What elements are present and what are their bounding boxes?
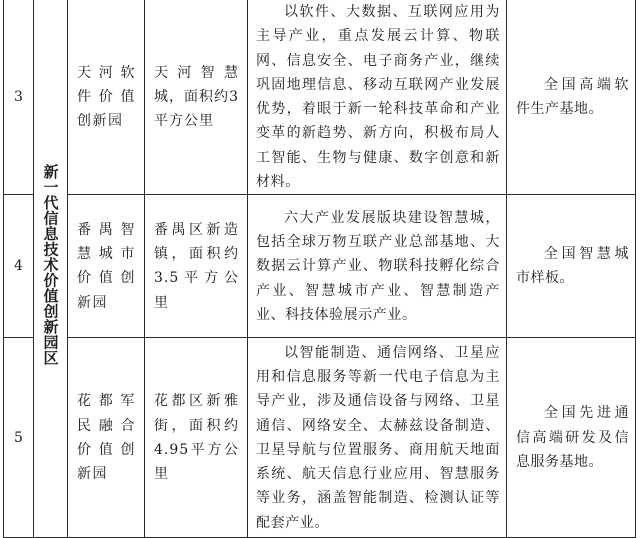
park-positioning: 全国先进通信高端研发及信息服务基地。	[507, 338, 636, 538]
park-name: 花都军民融合价值创新园	[68, 338, 145, 538]
park-table	[3, 0, 636, 538]
park-positioning: 全国智慧城市样板。	[507, 195, 636, 338]
park-industry: 以智能制造、通信网络、卫星应用和信息服务等新一代电子信息为主导产业，涉及通信设备与网络、卫星通信、网络安全、太赫兹设备制造、卫星导航与位置服务、商用航天地面系统、航天信息行业应用、智慧服务等业务，涵盖智能制造、检测认证等配套产业。	[248, 338, 507, 538]
park-name: 天河软件价值创新园	[68, 0, 145, 195]
park-name: 番禺智慧城市价值创新园	[68, 195, 145, 338]
table-row	[4, 338, 636, 538]
row-number: 3	[4, 0, 34, 195]
park-positioning: 全国高端软件生产基地。	[507, 0, 636, 195]
park-location: 天河智慧城，面积约3平方公里	[145, 0, 248, 195]
row-number: 4	[4, 195, 34, 338]
group-cell	[34, 0, 68, 538]
group-label: 新一代信息技术价值创新园区	[41, 163, 60, 366]
row-number: 5	[4, 338, 34, 538]
table-row	[4, 0, 636, 195]
table-row	[4, 195, 636, 338]
park-location: 番禺区新造镇，面积约3.5平方公里	[145, 195, 248, 338]
park-industry: 以软件、大数据、互联网应用为主导产业，重点发展云计算、物联网、信息安全、电子商务产业，继续巩固地理信息、移动互联网产业发展优势，着眼于新一轮科技革命和产业变革的新趋势、新方向，积极布局人工智能、生物与健康、数字创意和新材料。	[248, 0, 507, 195]
park-industry: 六大产业发展版块建设智慧城，包括全球万物互联产业总部基地、大数据云计算产业、物联科技孵化综合产业、智慧城市产业、智慧制造产业、科技体验展示产业。	[248, 195, 507, 338]
park-location: 花都区新雅街，面积约4.95平方公里	[145, 338, 248, 538]
